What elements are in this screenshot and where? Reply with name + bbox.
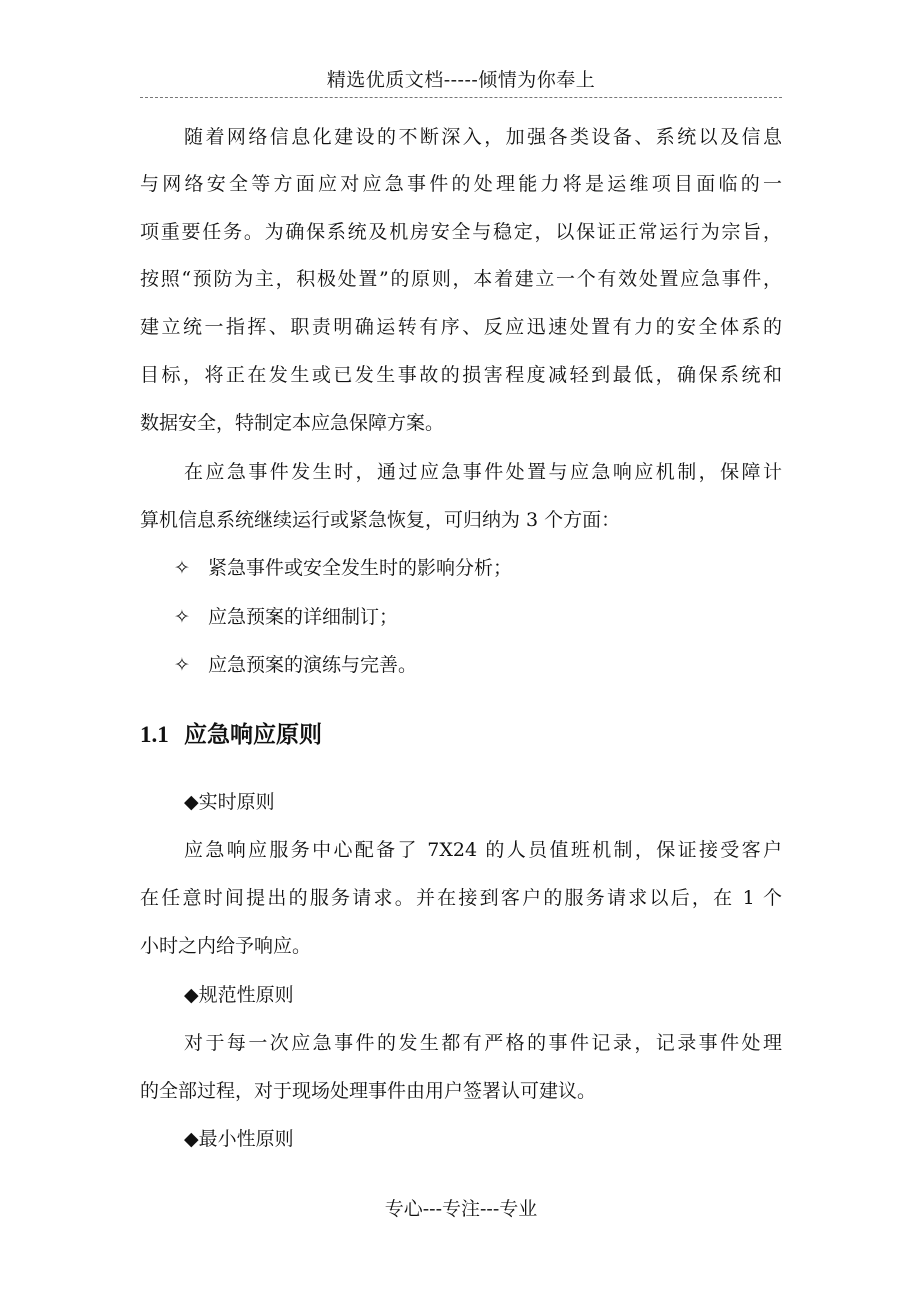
- principle-title-standard: ◆规范性原则: [184, 984, 294, 1006]
- paragraph-line: 在任意时间提出的服务请求。并在接到客户的服务请求以后，在 1 个: [140, 887, 782, 909]
- principle-title-minimal: ◆最小性原则: [184, 1128, 294, 1150]
- paragraph-line: 数据安全，特制定本应急保障方案。: [140, 412, 445, 434]
- diamond-bullet-icon: ◆: [184, 984, 199, 1006]
- list-item-text: 应急预案的详细制订；: [208, 606, 399, 628]
- diamond-bullet-icon: ◆: [184, 1128, 199, 1150]
- paragraph-line: 建立统一指挥、职责明确运转有序、反应迅速处置有力的安全体系的: [140, 316, 782, 338]
- paragraph-line: 小时之内给予响应。: [140, 935, 312, 957]
- list-item: [174, 553, 512, 583]
- principle-title-realtime: ◆实时原则: [184, 791, 275, 813]
- list-item-text: 应急预案的演练与完善。: [208, 654, 418, 676]
- star-bullet-icon: ✧: [174, 606, 190, 628]
- paragraph-line: 按照“预防为主，积极处置”的原则，本着建立一个有效处置应急事件，: [140, 268, 782, 290]
- page-footer: 专心---专注---专业: [384, 1198, 538, 1220]
- diamond-bullet-icon: ◆: [184, 791, 199, 813]
- page-header: 精选优质文档-----倾情为你奉上: [326, 69, 596, 91]
- paragraph-line: 对于每一次应急事件的发生都有严格的事件记录，记录事件处理: [184, 1032, 782, 1054]
- paragraph-line: 算机信息系统继续运行或紧急恢复，可归纳为 3 个方面：: [140, 509, 621, 531]
- list-item: [174, 650, 417, 680]
- paragraph-line: 项重要任务。为确保系统及机房安全与稳定，以保证正常运行为宗旨，: [140, 221, 782, 243]
- paragraph-line: 的全部过程，对于现场处理事件由用户签署认可建议。: [140, 1080, 597, 1102]
- star-bullet-icon: ✧: [174, 557, 190, 579]
- list-item-text: 紧急事件或安全发生时的影响分析；: [208, 557, 513, 579]
- header-divider: [140, 97, 782, 98]
- paragraph-line: 在应急事件发生时，通过应急事件处置与应急响应机制，保障计: [184, 461, 782, 483]
- list-item: [174, 602, 398, 632]
- paragraph-line: 随着网络信息化建设的不断深入，加强各类设备、系统以及信息: [184, 126, 782, 148]
- section-title: 应急响应原则: [184, 722, 322, 748]
- paragraph-line: 应急响应服务中心配备了 7X24 的人员值班机制，保证接受客户: [184, 839, 782, 861]
- section-heading: [140, 718, 322, 752]
- star-bullet-icon: ✧: [174, 654, 190, 676]
- paragraph-line: 目标，将正在发生或已发生事故的损害程度减轻到最低，确保系统和: [140, 364, 782, 386]
- section-number: 1.1: [140, 722, 169, 747]
- paragraph-line: 与网络安全等方面应对应急事件的处理能力将是运维项目面临的一: [140, 173, 782, 195]
